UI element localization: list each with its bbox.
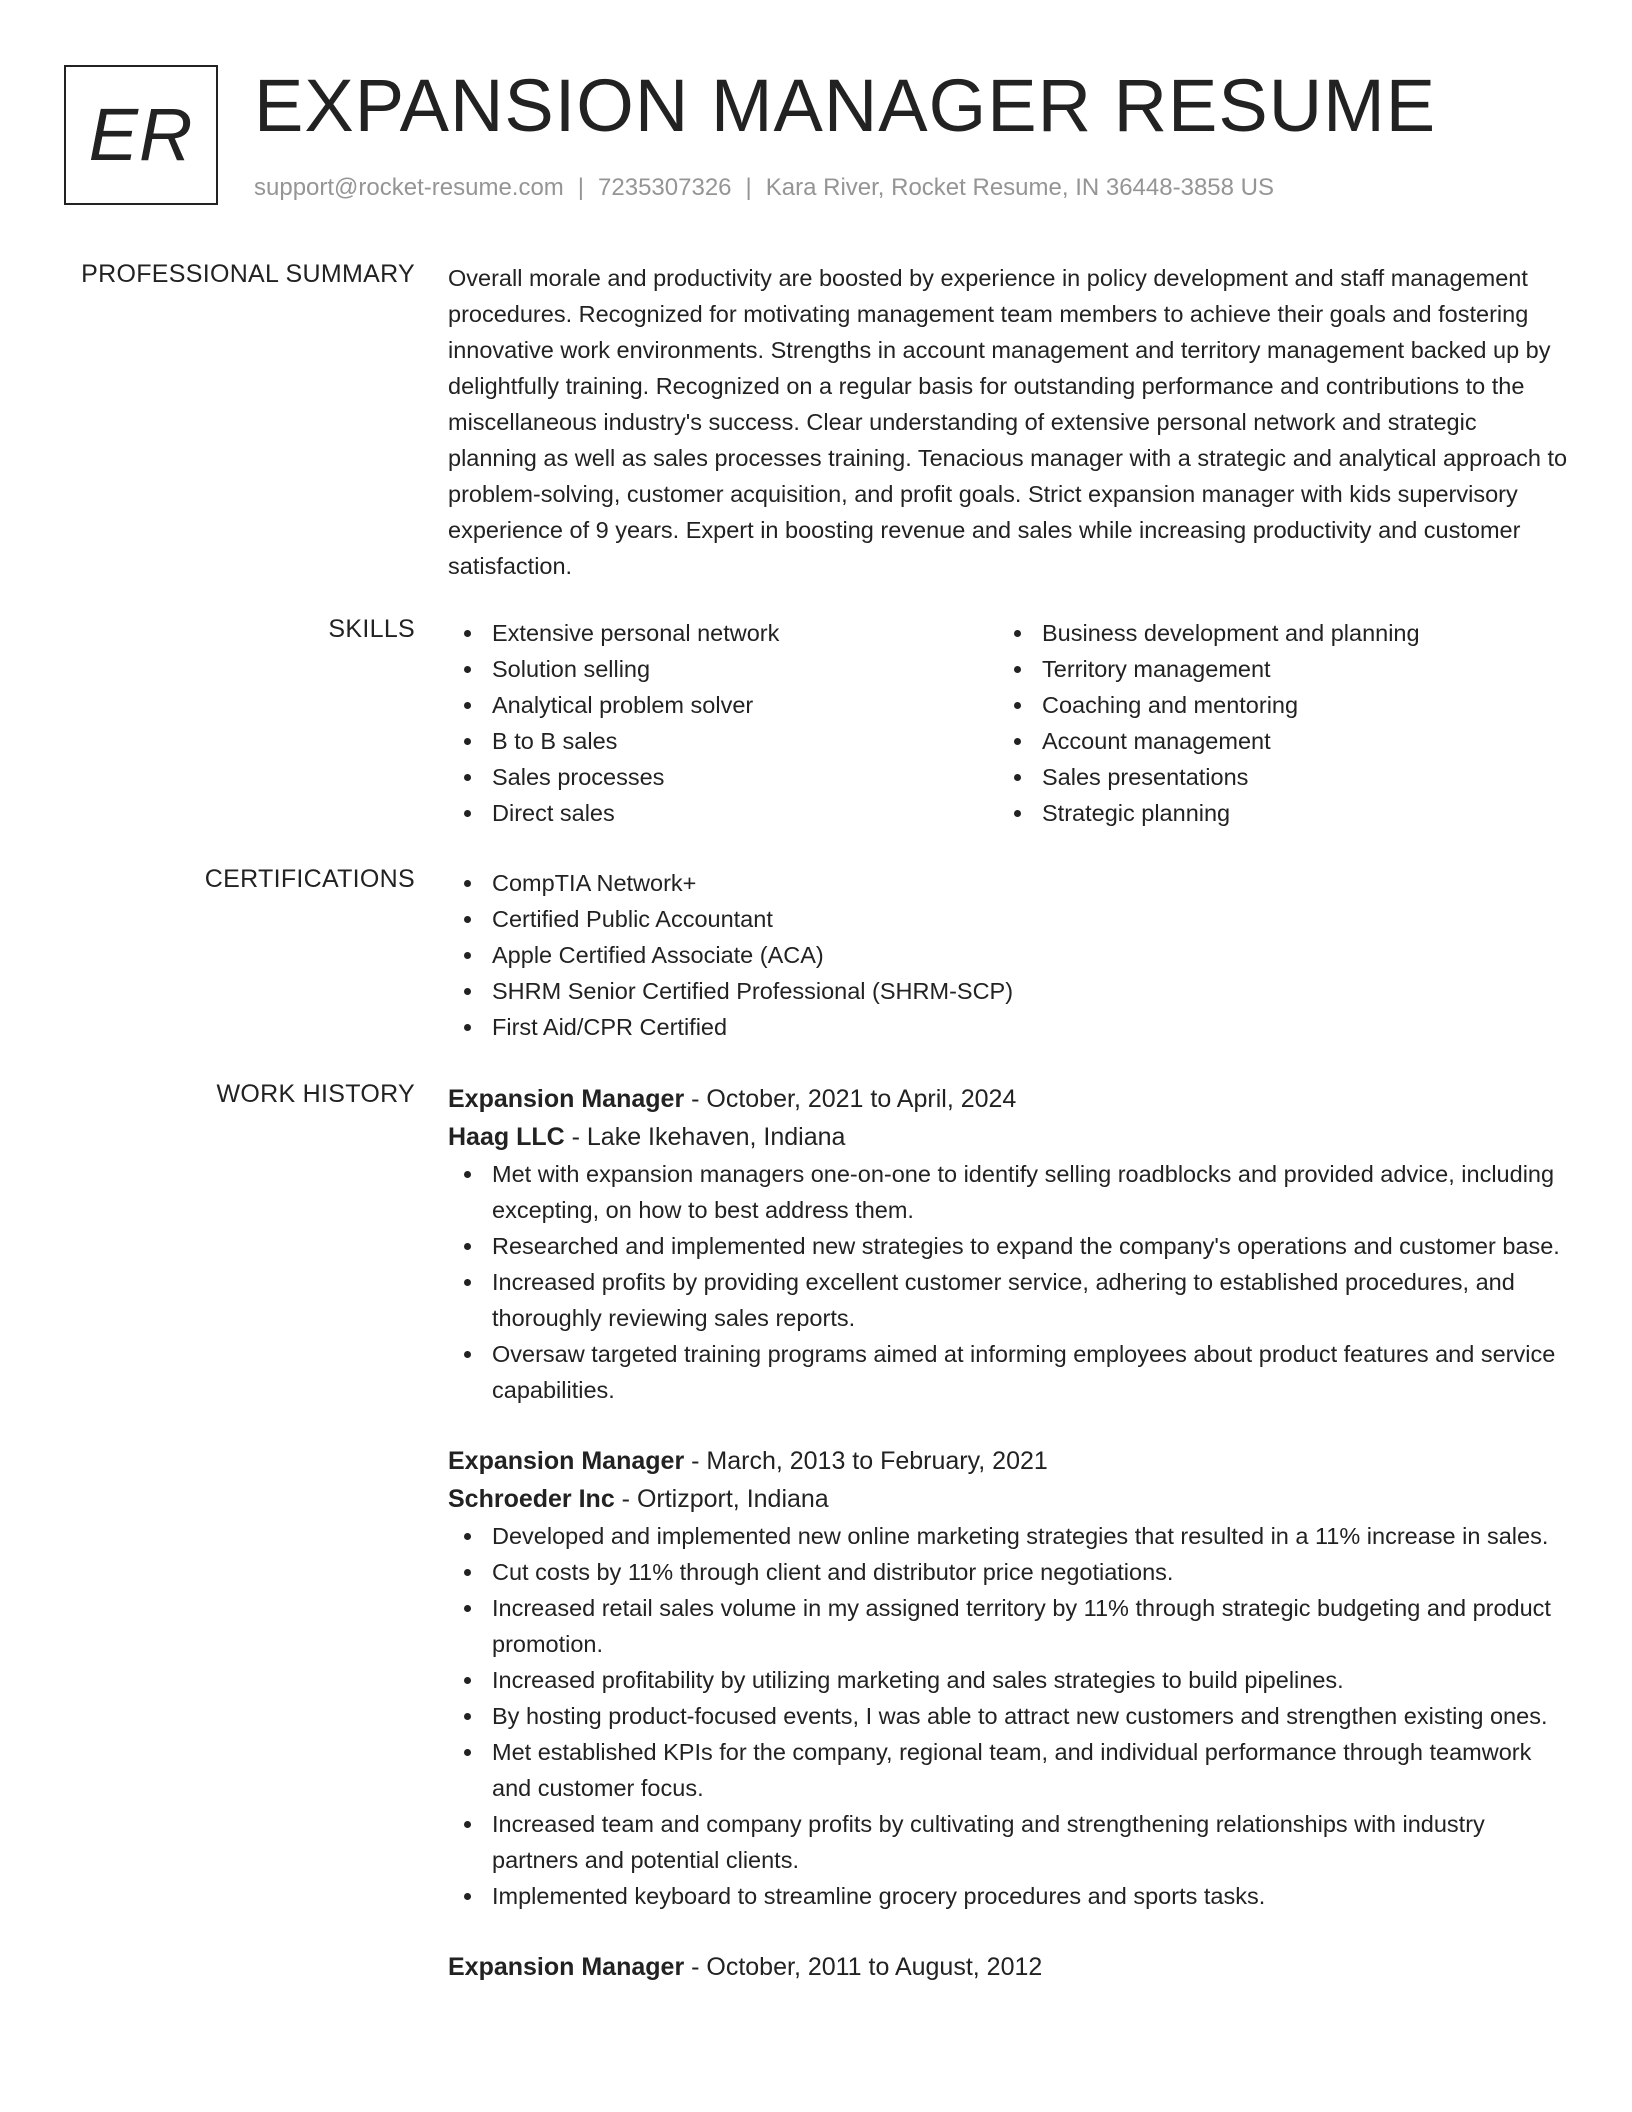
resume-header: [64, 65, 1568, 211]
skill-item: Analytical problem solver: [448, 687, 998, 723]
skill-item: Strategic planning: [998, 795, 1548, 831]
certification-item: First Aid/CPR Certified: [448, 1009, 1568, 1045]
contact-address: Kara River, Rocket Resume, IN 36448-3858 US: [765, 174, 1274, 201]
job-bullet: Met established KPIs for the company, regional team, and individual performance through teamwork and customer focus.: [448, 1734, 1568, 1806]
skill-item: Direct sales: [448, 795, 998, 831]
contact-email: support@rocket-resume.com: [254, 174, 564, 201]
skill-item: Sales presentations: [998, 759, 1548, 795]
job-bullet: Developed and implemented new online marketing strategies that resulted in a 11% increase in sales.: [448, 1518, 1568, 1554]
job-dates: - March, 2013 to February, 2021: [684, 1447, 1048, 1475]
skills-list-left: [448, 615, 998, 831]
skill-item: Coaching and mentoring: [998, 687, 1548, 723]
skill-item: Territory management: [998, 651, 1548, 687]
job-bullet: Increased profits by providing excellent customer service, adhering to established procedures, and thoroughly reviewing sales reports.: [448, 1264, 1568, 1336]
resume-title: EXPANSION MANAGER RESUME: [254, 64, 1437, 147]
skill-item: B to B sales: [448, 723, 998, 759]
job-bullet: Increased team and company profits by cultivating and strengthening relationships with industry partners and potential clients.: [448, 1806, 1568, 1878]
skill-item: Business development and planning: [998, 615, 1548, 651]
job-bullet: Researched and implemented new strategies to expand the company's operations and customer base.: [448, 1228, 1568, 1264]
contact-line: [254, 174, 1274, 202]
job-location: - Lake Ikehaven, Indiana: [564, 1123, 846, 1151]
initials-text: ER: [88, 92, 194, 176]
job-bullets: [448, 1518, 1568, 1914]
job-dates: - October, 2011 to August, 2012: [684, 1953, 1043, 1981]
job-company-line: [448, 1118, 1568, 1156]
skill-item: Sales processes: [448, 759, 998, 795]
job-bullet: Increased retail sales volume in my assigned territory by 11% through strategic budgeting and product promotion.: [448, 1590, 1568, 1662]
certification-item: Apple Certified Associate (ACA): [448, 937, 1568, 973]
certification-item: SHRM Senior Certified Professional (SHRM-SCP): [448, 973, 1568, 1009]
job-bullet: Implemented keyboard to streamline grocery procedures and sports tasks.: [448, 1878, 1568, 1914]
contact-separator: |: [577, 174, 585, 201]
job-title-line: [448, 1948, 1568, 1986]
job-location: - Ortizport, Indiana: [614, 1485, 829, 1513]
job-company-line: [448, 1480, 1568, 1518]
skills-grid: [448, 615, 1568, 831]
job-position: Expansion Manager: [448, 1953, 685, 1981]
section-title-certifications: CERTIFICATIONS: [204, 865, 415, 893]
summary-body: [448, 260, 1568, 584]
contact-separator: |: [745, 174, 752, 201]
certification-item: Certified Public Accountant: [448, 901, 1568, 937]
job-bullet: By hosting product-focused events, I was able to attract new customers and strengthen existing ones.: [448, 1698, 1568, 1734]
section-title-summary: PROFESSIONAL SUMMARY: [81, 260, 415, 288]
job-title-line: [448, 1080, 1568, 1118]
skill-item: Account management: [998, 723, 1548, 759]
work-history-body: [448, 1080, 1568, 2020]
summary-text: Overall morale and productivity are boosted by experience in policy development and staff management procedures. Recognized for motivating management team members to achieve their goals and fostering innovative work environments. Strengths in account management and territory management backed up by delightfully training. Recognized on a regular basis for outstanding performance and contributions to the miscellaneous industry's success. Clear understanding of extensive personal network and strategic planning as well as sales processes training. Tenacious manager with a strategic and analytical approach to problem-solving, customer acquisition, and profit goals. Strict expansion manager with kids supervisory experience of 9 years. Expert in boosting revenue and sales while increasing productivity and customer satisfaction.: [448, 265, 1568, 579]
skills-list-right: [998, 615, 1548, 831]
skills-body: [448, 615, 1568, 831]
job-title-line: [448, 1442, 1568, 1480]
job-bullet: Cut costs by 11% through client and distributor price negotiations.: [448, 1554, 1568, 1590]
job-bullet: Met with expansion managers one-on-one to identify selling roadblocks and provided advice, including excepting, on how to best address them.: [448, 1156, 1568, 1228]
job-bullet: Oversaw targeted training programs aimed at informing employees about product features and service capabilities.: [448, 1336, 1568, 1408]
job-bullet: Increased profitability by utilizing marketing and sales strategies to build pipelines.: [448, 1662, 1568, 1698]
section-title-skills: SKILLS: [328, 615, 415, 643]
job-entry: [448, 1948, 1568, 1986]
job-company: Haag LLC: [448, 1123, 565, 1151]
job-dates: - October, 2021 to April, 2024: [684, 1085, 1017, 1113]
job-position: Expansion Manager: [448, 1085, 685, 1113]
job-company: Schroeder Inc: [448, 1485, 615, 1513]
certifications-list: [448, 865, 1568, 1045]
skill-item: Solution selling: [448, 651, 998, 687]
certification-item: CompTIA Network+: [448, 865, 1568, 901]
certifications-body: [448, 865, 1568, 1045]
initials-monogram: [64, 65, 218, 205]
skill-item: Extensive personal network: [448, 615, 998, 651]
job-entry: [448, 1080, 1568, 1408]
job-bullets: [448, 1156, 1568, 1408]
contact-phone: 7235307326: [598, 174, 732, 201]
section-title-work-history: WORK HISTORY: [216, 1080, 415, 1108]
job-entry: [448, 1442, 1568, 1914]
job-position: Expansion Manager: [448, 1447, 685, 1475]
